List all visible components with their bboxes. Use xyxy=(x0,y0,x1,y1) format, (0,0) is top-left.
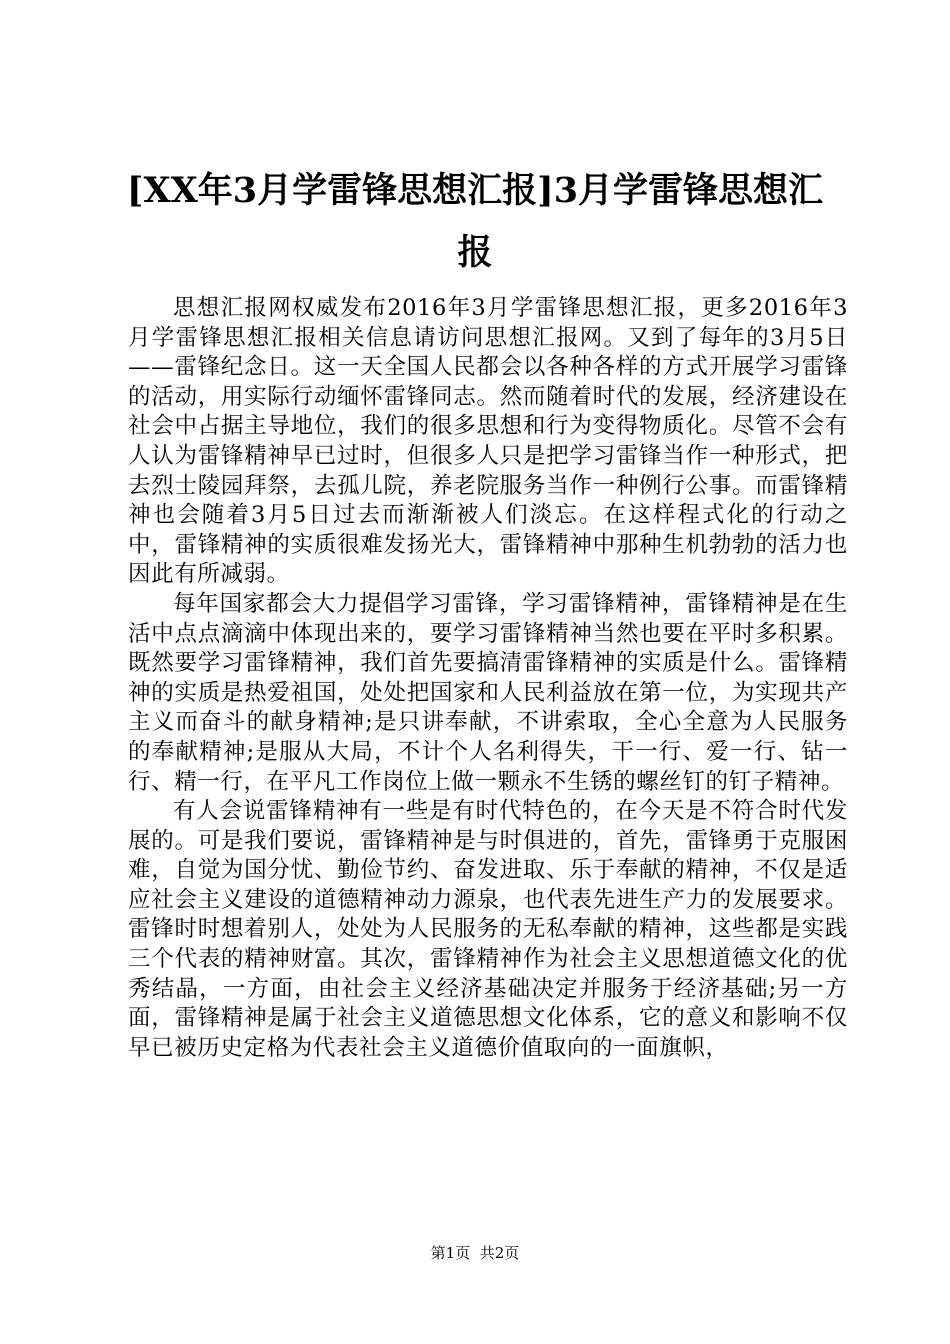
document-body xyxy=(128,294,848,1063)
page-footer xyxy=(0,1243,950,1263)
paragraph-1: 思想汇报网权威发布2016年3月学雷锋思想汇报，更多2016年3月学雷锋思想汇报相关信息请访问思想汇报网。又到了每年的3月5日——雷锋纪念日。这一天全国人民都会以各种各样的方式开展学习雷锋的活动，用实际行动缅怀雷锋同志。然而随着时代的发展，经济建设在社会中占据主导地位，我们的很多思想和行为变得物质化。尽管不会有人认为雷锋精神早已过时，但很多人只是把学习雷锋当作一种形式，把去烈士陵园拜祭，去孤儿院，养老院服务当作一种例行公事。而雷锋精神也会随着3月5日过去而渐渐被人们淡忘。在这样程式化的行动之中，雷锋精神的实质很难发扬光大，雷锋精神中那种生机勃勃的活力也因此有所减弱。 xyxy=(128,295,848,588)
document-title: [XX年3月学雷锋思想汇报]3月学雷锋思想汇报 xyxy=(126,170,824,273)
page-number: 第1页 xyxy=(430,1244,471,1262)
page-total: 共2页 xyxy=(479,1244,520,1262)
paragraph-2: 每年国家都会大力提倡学习雷锋，学习雷锋精神，雷锋精神是在生活中点点滴滴中体现出来的，要学习雷锋精神当然也要在平时多积累。既然要学习雷锋精神，我们首先要搞清雷锋精神的实质是什么。雷锋精神的实质是热爱祖国，处处把国家和人民利益放在第一位，为实现共产主义而奋斗的献身精神;是只讲奉献，不讲索取，全心全意为人民服务的奉献精神;是服从大局，不计个人名利得失，干一行、爱一行、钻一行、精一行，在平凡工作岗位上做一颗永不生锈的螺丝钉的钉子精神。 xyxy=(128,590,848,795)
paragraph-3: 有人会说雷锋精神有一些是有时代特色的，在今天是不符合时代发展的。可是我们要说，雷锋精神是与时俱进的，首先，雷锋勇于克服困难，自觉为国分忧、勤俭节约、奋发进取、乐于奉献的精神，不仅是适应社会主义建设的道德精神动力源泉，也代表先进生产力的发展要求。雷锋时时想着别人，处处为人民服务的无私奉献的精神，这些都是实践三个代表的精神财富。其次，雷锋精神作为社会主义思想道德文化的优秀结晶，一方面，由社会主义经济基础决定并服务于经济基础;另一方面，雷锋精神是属于社会主义道德思想文化体系，它的意义和影响不仅早已被历史定格为代表社会主义道德价值取向的一面旗帜， xyxy=(128,798,848,1061)
footer-spacer xyxy=(470,1244,480,1262)
